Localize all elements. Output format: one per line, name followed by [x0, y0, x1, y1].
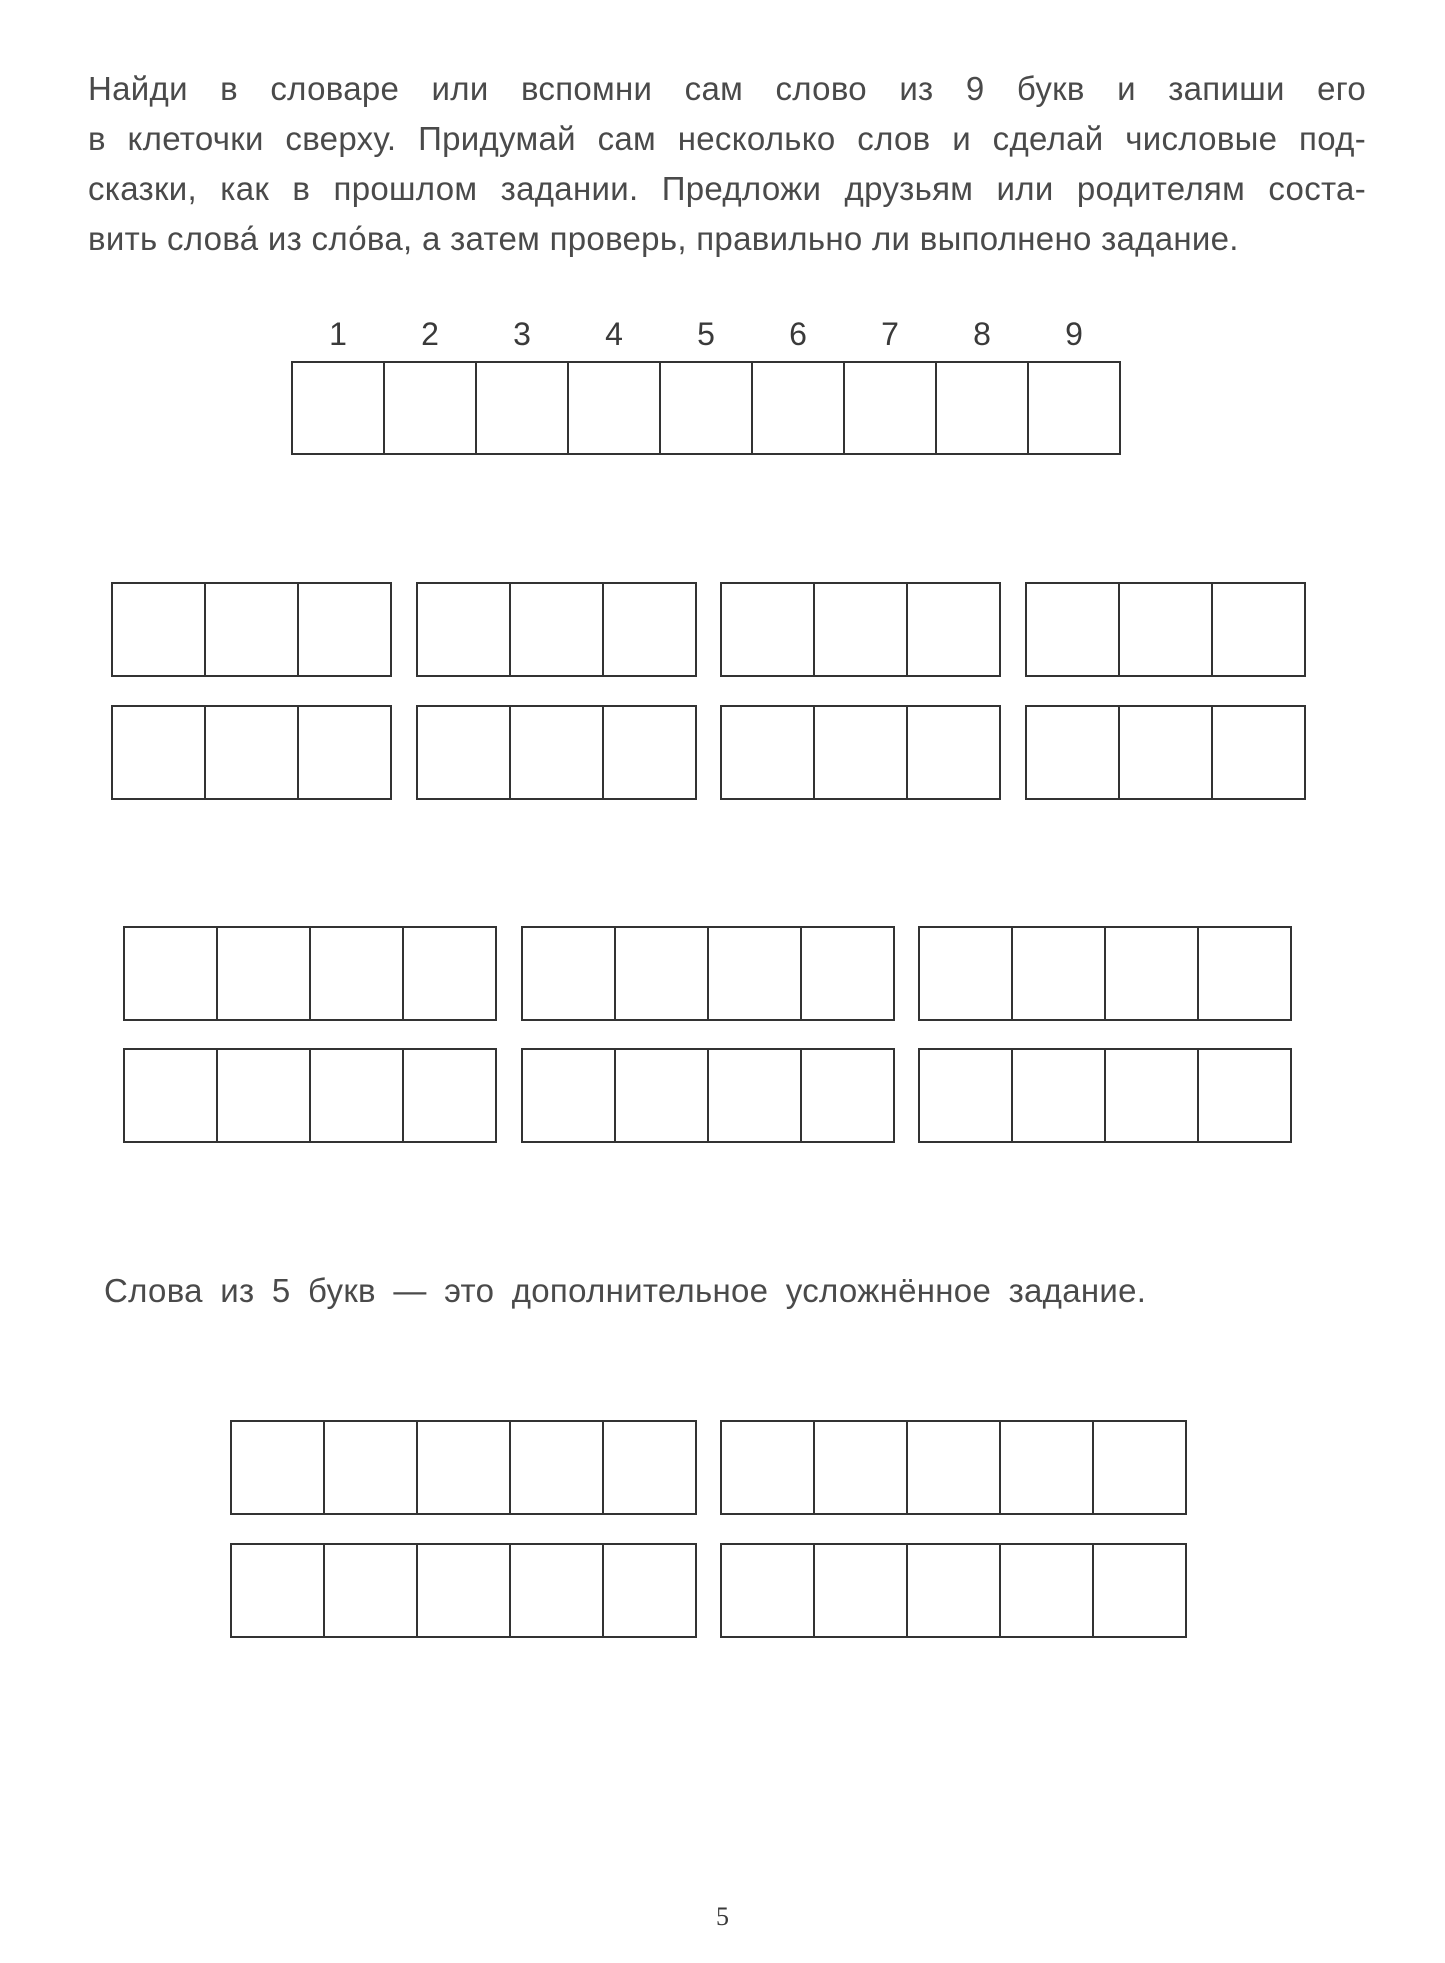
- letter-cell[interactable]: [511, 705, 604, 800]
- letter-cell[interactable]: [1199, 1048, 1292, 1143]
- instructions-line: вить слова́ из сло́ва, а затем проверь, правильно ли выполнено задание.: [88, 220, 1239, 257]
- letter-cell[interactable]: [299, 705, 392, 800]
- letter-cell[interactable]: [604, 1420, 697, 1515]
- letter-cell[interactable]: [1106, 926, 1199, 1021]
- letter-number: 3: [513, 316, 531, 352]
- page-number: 5: [716, 1902, 729, 1931]
- letter-cell[interactable]: [802, 1048, 895, 1143]
- letter-cell[interactable]: [404, 1048, 497, 1143]
- four-letter-word-grid[interactable]: [123, 926, 497, 1021]
- letter-cell[interactable]: [125, 926, 218, 1021]
- three-letter-word-grid[interactable]: [720, 582, 1001, 677]
- letter-cell[interactable]: [511, 582, 604, 677]
- letter-cell[interactable]: [1013, 1048, 1106, 1143]
- instructions-text: [88, 64, 1366, 264]
- letter-cell[interactable]: [325, 1420, 418, 1515]
- letter-cell[interactable]: [418, 1543, 511, 1638]
- letter-number: 9: [1065, 316, 1083, 352]
- letter-cell[interactable]: [722, 705, 815, 800]
- letter-cell[interactable]: [511, 1543, 604, 1638]
- letter-cell[interactable]: [311, 1048, 404, 1143]
- five-letter-word-grid[interactable]: [230, 1543, 697, 1638]
- letter-cell[interactable]: [722, 1420, 815, 1515]
- letter-cell[interactable]: [908, 1543, 1001, 1638]
- letter-cell[interactable]: [206, 582, 299, 677]
- letter-cell[interactable]: [1029, 361, 1121, 455]
- bonus-task-note: [104, 1272, 1146, 1310]
- letter-cell[interactable]: [385, 361, 477, 455]
- letter-cell[interactable]: [709, 1048, 802, 1143]
- letter-cell[interactable]: [815, 705, 908, 800]
- letter-number: 8: [973, 316, 991, 352]
- three-letter-word-grid[interactable]: [416, 582, 697, 677]
- letter-cell[interactable]: [1013, 926, 1106, 1021]
- letter-cell[interactable]: [709, 926, 802, 1021]
- letter-cell[interactable]: [908, 582, 1001, 677]
- letter-cell[interactable]: [311, 926, 404, 1021]
- letter-cell[interactable]: [815, 582, 908, 677]
- letter-cell[interactable]: [845, 361, 937, 455]
- letter-cell[interactable]: [815, 1420, 908, 1515]
- four-letter-word-grid[interactable]: [918, 1048, 1292, 1143]
- letter-cell[interactable]: [125, 1048, 218, 1143]
- three-letter-word-grid[interactable]: [1025, 582, 1306, 677]
- main-word-grid[interactable]: [291, 361, 1121, 455]
- letter-cell[interactable]: [616, 1048, 709, 1143]
- letter-cell[interactable]: [1120, 582, 1213, 677]
- letter-cell[interactable]: [1213, 582, 1306, 677]
- letter-cell[interactable]: [1027, 582, 1120, 677]
- letter-cell[interactable]: [1199, 926, 1292, 1021]
- letter-cell[interactable]: [1213, 705, 1306, 800]
- letter-cell[interactable]: [418, 582, 511, 677]
- letter-cell[interactable]: [722, 1543, 815, 1638]
- letter-number: 2: [421, 316, 439, 352]
- letter-cell[interactable]: [920, 1048, 1013, 1143]
- letter-cell[interactable]: [661, 361, 753, 455]
- letter-number: 5: [697, 316, 715, 352]
- letter-number: 1: [329, 316, 347, 352]
- letter-cell[interactable]: [604, 705, 697, 800]
- letter-cell[interactable]: [1094, 1543, 1187, 1638]
- letter-number: 4: [605, 316, 623, 352]
- four-letter-word-grid[interactable]: [918, 926, 1292, 1021]
- letter-cell[interactable]: [299, 582, 392, 677]
- three-letter-word-grid[interactable]: [720, 705, 1001, 800]
- letter-cell[interactable]: [722, 582, 815, 677]
- letter-cell[interactable]: [604, 1543, 697, 1638]
- letter-cell[interactable]: [523, 1048, 616, 1143]
- letter-cell[interactable]: [477, 361, 569, 455]
- letter-cell[interactable]: [418, 705, 511, 800]
- letter-cell[interactable]: [418, 1420, 511, 1515]
- five-letter-word-grid[interactable]: [230, 1420, 697, 1515]
- four-letter-word-grid[interactable]: [521, 926, 895, 1021]
- three-letter-word-grid[interactable]: [416, 705, 697, 800]
- letter-number: 6: [789, 316, 807, 352]
- letter-cell[interactable]: [1094, 1420, 1187, 1515]
- letter-cell[interactable]: [404, 926, 497, 1021]
- letter-cell[interactable]: [511, 1420, 604, 1515]
- letter-cell[interactable]: [1001, 1543, 1094, 1638]
- five-letter-word-grid[interactable]: [720, 1543, 1187, 1638]
- letter-cell[interactable]: [113, 582, 206, 677]
- letter-cell[interactable]: [753, 361, 845, 455]
- letter-cell[interactable]: [293, 361, 385, 455]
- letter-cell[interactable]: [802, 926, 895, 1021]
- letter-cell[interactable]: [1106, 1048, 1199, 1143]
- letter-cell[interactable]: [616, 926, 709, 1021]
- four-letter-word-grid[interactable]: [123, 1048, 497, 1143]
- instructions-line: Найди в словаре или вспомни сам слово из 9 букв и запиши его: [88, 70, 1366, 107]
- letter-cell[interactable]: [206, 705, 299, 800]
- letter-cell[interactable]: [1001, 1420, 1094, 1515]
- letter-cell[interactable]: [218, 926, 311, 1021]
- letter-cell[interactable]: [232, 1420, 325, 1515]
- three-letter-word-grid[interactable]: [111, 582, 392, 677]
- letter-cell[interactable]: [920, 926, 1013, 1021]
- letter-cell[interactable]: [232, 1543, 325, 1638]
- letter-cell[interactable]: [325, 1543, 418, 1638]
- four-letter-word-grid[interactable]: [521, 1048, 895, 1143]
- five-letter-word-grid[interactable]: [720, 1420, 1187, 1515]
- letter-cell[interactable]: [604, 582, 697, 677]
- letter-cell[interactable]: [1027, 705, 1120, 800]
- instructions-line: в клеточки сверху. Придумай сам несколько слов и сделай числовые под-: [88, 120, 1366, 157]
- letter-cell[interactable]: [113, 705, 206, 800]
- instructions-line: сказки, как в прошлом задании. Предложи друзьям или родителям соста-: [88, 170, 1366, 207]
- letter-cell[interactable]: [1120, 705, 1213, 800]
- letter-cell[interactable]: [908, 1420, 1001, 1515]
- letter-cell[interactable]: [908, 705, 1001, 800]
- three-letter-word-grid[interactable]: [1025, 705, 1306, 800]
- letter-cell[interactable]: [569, 361, 661, 455]
- letter-number: 7: [881, 316, 899, 352]
- letter-cell[interactable]: [523, 926, 616, 1021]
- letter-cell[interactable]: [815, 1543, 908, 1638]
- letter-cell[interactable]: [937, 361, 1029, 455]
- bonus-task-note-text: Слова из 5 букв — это дополнительное усложнённое задание.: [104, 1272, 1147, 1309]
- letter-cell[interactable]: [218, 1048, 311, 1143]
- three-letter-word-grid[interactable]: [111, 705, 392, 800]
